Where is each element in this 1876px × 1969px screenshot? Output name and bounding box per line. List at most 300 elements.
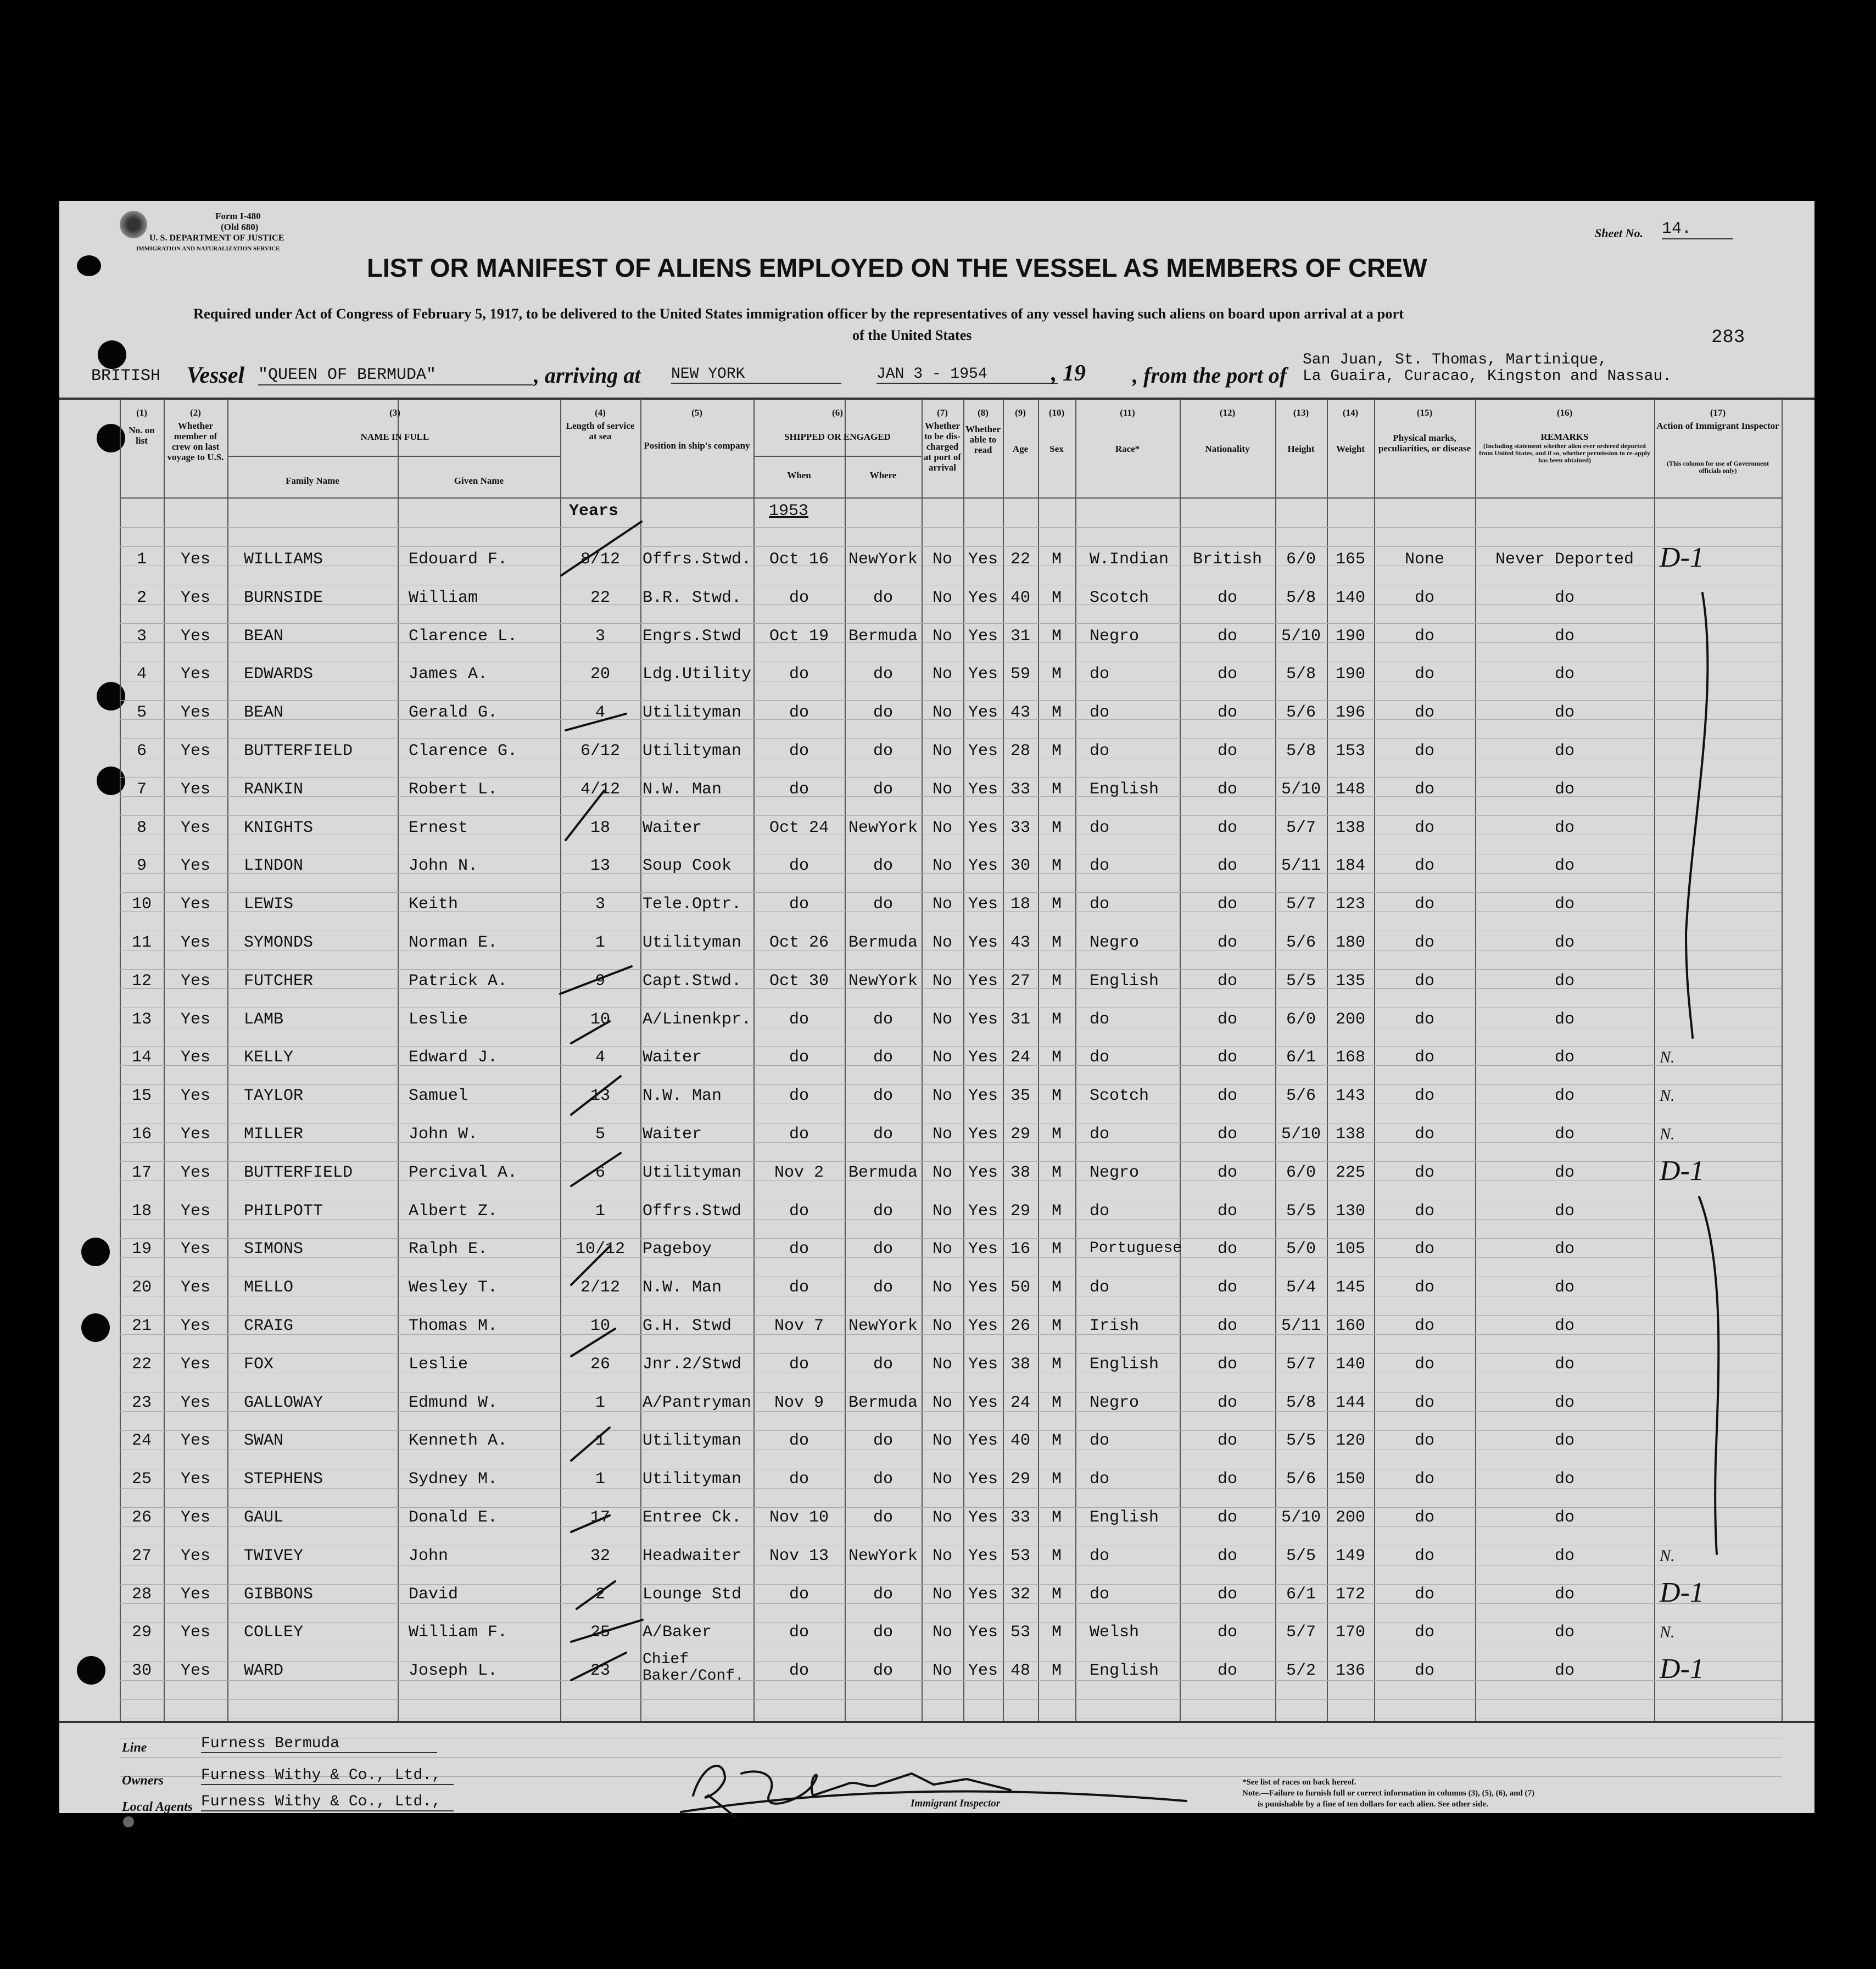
cell-age: 33 — [1010, 818, 1030, 837]
year-label: , 19 — [1051, 361, 1086, 386]
cell-sex: M — [1051, 1048, 1062, 1067]
cell-position: Entree Ck. — [643, 1508, 742, 1527]
cell-age: 18 — [1010, 895, 1030, 914]
cell-read: Yes — [968, 1508, 998, 1527]
manifest-subtitle: Required under Act of Congress of February 5, 1917, to be delivered to the United States immigration officer by the representatives of any vessel having such aliens on board upon arrival at a port — [193, 305, 1404, 322]
cell-height: 5/6 — [1286, 933, 1316, 952]
footer-note-3: is punishable by a fine of ten dollars for each alien. See other side. — [1258, 1800, 1488, 1809]
cell-nat: do — [1217, 1087, 1237, 1106]
cell-race: Negro — [1090, 626, 1140, 646]
cell-where: NewYork — [848, 550, 918, 569]
cell-sex: M — [1051, 1585, 1062, 1604]
cell-marks: do — [1414, 1278, 1434, 1297]
cell-when: Nov 2 — [774, 1163, 824, 1182]
cell-action: N. — [1660, 1087, 1675, 1105]
cell-remarks: do — [1554, 665, 1575, 684]
cell-given: Kenneth A. — [409, 1431, 508, 1451]
column-subheader: (This column for use of Government officials only) — [1666, 460, 1769, 474]
cell-weight: 196 — [1335, 703, 1365, 723]
cell-given: William — [409, 588, 478, 607]
cell-weight: 172 — [1335, 1585, 1365, 1604]
cell-given: Edmund W. — [409, 1393, 498, 1412]
cell-family: SWAN — [244, 1431, 284, 1451]
cell-position: Chief Baker/Conf. — [643, 1651, 744, 1685]
cell-disch: No — [932, 1546, 952, 1565]
from-port-label: , from the port of — [1132, 363, 1287, 388]
cell-weight: 190 — [1335, 665, 1365, 684]
cell-read: Yes — [968, 1317, 998, 1335]
cell-where: do — [873, 1125, 893, 1144]
cell-height: 5/7 — [1286, 1623, 1316, 1642]
cell-sex: M — [1051, 1662, 1062, 1681]
cell-where: do — [873, 1508, 893, 1527]
cell-remarks: do — [1554, 1623, 1575, 1642]
column-number: (6) — [832, 407, 843, 418]
cell-position: Lounge Std — [643, 1585, 742, 1604]
cell-age: 26 — [1010, 1317, 1030, 1335]
cell-service: 1 — [595, 1393, 605, 1412]
cell-race: do — [1090, 1278, 1110, 1297]
cell-position: Utilityman — [643, 933, 742, 952]
cell-crew: Yes — [180, 1508, 210, 1527]
cell-no: 22 — [131, 1355, 152, 1374]
cell-where: do — [873, 665, 893, 684]
cell-weight: 140 — [1335, 588, 1365, 607]
cell-where: do — [873, 1355, 893, 1374]
cell-height: 5/5 — [1286, 971, 1316, 991]
cell-no: 11 — [131, 933, 152, 952]
cell-given: Edward J. — [409, 1048, 498, 1067]
cell-disch: No — [932, 1585, 952, 1604]
cell-where: do — [873, 588, 893, 607]
cell-family: BEAN — [244, 626, 284, 646]
cell-where: do — [873, 1662, 893, 1681]
service-slash-marks — [560, 522, 643, 1680]
cell-sex: M — [1051, 1087, 1062, 1106]
column-number: (14) — [1342, 407, 1359, 418]
cell-read: Yes — [968, 665, 998, 684]
cell-crew: Yes — [180, 1278, 210, 1297]
column-header: No. on list — [129, 425, 155, 446]
cell-disch: No — [932, 1355, 952, 1374]
cell-remarks: do — [1554, 1431, 1575, 1451]
cell-marks: do — [1414, 933, 1434, 952]
cell-disch: No — [932, 1317, 952, 1335]
cell-family: FOX — [244, 1355, 274, 1374]
cell-no: 21 — [131, 1317, 152, 1335]
cell-remarks: do — [1554, 703, 1575, 723]
cell-family: BURNSIDE — [244, 588, 323, 607]
cell-read: Yes — [968, 1355, 998, 1374]
cell-weight: 200 — [1335, 1508, 1365, 1527]
cell-position: Utilityman — [643, 1431, 742, 1451]
cell-no: 13 — [131, 1010, 152, 1029]
cell-no: 5 — [136, 703, 147, 723]
cell-marks: do — [1414, 1201, 1434, 1221]
line-value: Furness Bermuda — [201, 1735, 437, 1753]
column-header: Whether able to read — [965, 424, 1001, 455]
cell-remarks: do — [1554, 1010, 1575, 1029]
cell-race: Negro — [1090, 933, 1140, 952]
cell-nat: do — [1217, 1355, 1237, 1374]
inspector-label: Immigrant Inspector — [911, 1798, 1001, 1809]
cell-race: do — [1090, 1431, 1110, 1451]
cell-disch: No — [932, 857, 952, 876]
column-header: Height — [1287, 444, 1315, 454]
cell-service: 4 — [595, 703, 605, 723]
cell-age: 43 — [1010, 933, 1030, 952]
cell-crew: Yes — [180, 1048, 210, 1067]
cell-service: 3 — [595, 895, 605, 914]
cell-age: 33 — [1010, 1508, 1030, 1527]
cell-family: FUTCHER — [244, 971, 314, 991]
cell-no: 24 — [131, 1431, 152, 1451]
cell-crew: Yes — [180, 1355, 210, 1374]
cell-when: do — [789, 1240, 809, 1259]
column-subheader: When — [787, 470, 811, 480]
cell-remarks: do — [1554, 742, 1575, 760]
cell-disch: No — [932, 1393, 952, 1412]
cell-read: Yes — [968, 1431, 998, 1451]
form-old-number: (Old 680) — [221, 222, 259, 232]
cell-age: 31 — [1010, 626, 1030, 646]
cell-when: Oct 19 — [769, 626, 829, 646]
cell-no: 17 — [131, 1163, 152, 1182]
cell-service: 5 — [595, 1125, 605, 1144]
cell-service: 4/12 — [580, 780, 620, 799]
cell-where: do — [873, 1010, 893, 1029]
cell-service: 2/12 — [580, 1278, 620, 1297]
footer-note-1: *See list of races on back hereof. — [1242, 1778, 1356, 1787]
cell-family: LEWIS — [244, 895, 294, 914]
cell-service: 26 — [590, 1355, 610, 1374]
cell-age: 29 — [1010, 1125, 1030, 1144]
local-agents-label: Local Agents — [122, 1800, 193, 1814]
cell-when: Nov 7 — [774, 1317, 824, 1335]
cell-weight: 123 — [1335, 895, 1365, 914]
cell-service: 6 — [595, 1163, 605, 1182]
cell-weight: 184 — [1335, 857, 1365, 876]
cell-position: Engrs.Stwd — [643, 626, 742, 646]
cell-remarks: do — [1554, 818, 1575, 837]
cell-nat: do — [1217, 742, 1237, 760]
cell-marks: None — [1404, 550, 1444, 569]
cell-race: do — [1090, 818, 1110, 837]
cell-no: 25 — [131, 1470, 152, 1489]
cell-when: do — [789, 780, 809, 799]
arrival-date-stamp: JAN 3 - 1954 — [876, 366, 1058, 384]
cell-read: Yes — [968, 1662, 998, 1681]
cell-sex: M — [1051, 1240, 1062, 1259]
cell-position: N.W. Man — [643, 1278, 722, 1297]
cell-sex: M — [1051, 1201, 1062, 1221]
cell-crew: Yes — [180, 550, 210, 569]
cell-sex: M — [1051, 626, 1062, 646]
cell-remarks: do — [1554, 1470, 1575, 1489]
cell-marks: do — [1414, 1317, 1434, 1335]
cell-service: 17 — [590, 1508, 610, 1527]
cell-service: 20 — [590, 665, 610, 684]
cell-where: do — [873, 1585, 893, 1604]
cell-disch: No — [932, 971, 952, 991]
column-header: Physical marks, peculiarities, or disease — [1378, 433, 1471, 454]
cell-where: do — [873, 1087, 893, 1106]
cell-remarks: do — [1554, 780, 1575, 799]
cell-weight: 138 — [1335, 818, 1365, 837]
cell-sex: M — [1051, 550, 1062, 569]
cell-read: Yes — [968, 1546, 998, 1565]
cell-where: NewYork — [848, 971, 918, 991]
cell-position: Utilityman — [643, 1163, 742, 1182]
cell-position: N.W. Man — [643, 1087, 722, 1106]
cell-crew: Yes — [180, 818, 210, 837]
column-number: (3) — [389, 407, 400, 418]
cell-crew: Yes — [180, 895, 210, 914]
cell-given: Keith — [409, 895, 459, 914]
cell-family: MILLER — [244, 1125, 304, 1144]
cell-age: 29 — [1010, 1201, 1030, 1221]
column-header: Nationality — [1205, 444, 1250, 454]
cell-family: WILLIAMS — [244, 550, 323, 569]
cell-position: G.H. Stwd — [643, 1317, 732, 1335]
cell-service: 23 — [590, 1662, 610, 1681]
cell-given: Patrick A. — [409, 971, 508, 991]
vessel-label: Vessel — [187, 363, 244, 388]
cell-position: Ldg.Utility — [643, 665, 752, 684]
cell-no: 2 — [136, 588, 147, 607]
cell-family: BEAN — [244, 703, 284, 723]
cell-service: 18 — [590, 818, 610, 837]
cell-race: do — [1090, 895, 1110, 914]
cell-disch: No — [932, 703, 952, 723]
cell-when: Nov 10 — [769, 1508, 829, 1527]
column-number: (2) — [190, 407, 201, 418]
cell-family: WARD — [244, 1662, 284, 1681]
cell-weight: 168 — [1335, 1048, 1365, 1067]
cell-crew: Yes — [180, 1623, 210, 1642]
cell-disch: No — [932, 1125, 952, 1144]
cell-crew: Yes — [180, 626, 210, 646]
cell-weight: 149 — [1335, 1546, 1365, 1565]
cell-given: Albert Z. — [409, 1201, 498, 1221]
cell-when: Oct 16 — [769, 550, 829, 569]
cell-remarks: Never Deported — [1495, 550, 1634, 569]
column-header: Position in ship's company — [644, 440, 750, 451]
cell-family: COLLEY — [244, 1623, 304, 1642]
cell-marks: do — [1414, 1508, 1434, 1527]
cell-sex: M — [1051, 1393, 1062, 1412]
cell-read: Yes — [968, 1393, 998, 1412]
cell-marks: do — [1414, 1048, 1434, 1067]
cell-height: 5/2 — [1286, 1662, 1316, 1681]
column-number: (1) — [136, 407, 147, 418]
cell-nat: do — [1217, 1508, 1237, 1527]
cell-weight: 138 — [1335, 1125, 1365, 1144]
cell-no: 8 — [136, 818, 147, 837]
cell-given: Gerald G. — [409, 703, 498, 723]
cell-nat: do — [1217, 1470, 1237, 1489]
arriving-label: , arriving at — [534, 363, 641, 388]
arrival-port: NEW YORK — [671, 366, 841, 384]
cell-given: Clarence L. — [409, 626, 518, 646]
cell-crew: Yes — [180, 703, 210, 723]
cell-marks: do — [1414, 1431, 1434, 1451]
cell-height: 5/4 — [1286, 1278, 1316, 1297]
cell-service: 4 — [595, 1048, 605, 1067]
cell-height: 6/0 — [1286, 1010, 1316, 1029]
cell-where: Bermuda — [848, 1163, 918, 1182]
cell-disch: No — [932, 780, 952, 799]
column-header: Age — [1012, 444, 1029, 454]
cell-family: LINDON — [244, 857, 304, 876]
cell-read: Yes — [968, 857, 998, 876]
cell-service: 10/12 — [575, 1240, 625, 1259]
cell-remarks: do — [1554, 971, 1575, 991]
cell-height: 5/8 — [1286, 588, 1316, 607]
cell-position: Offrs.Stwd. — [643, 550, 752, 569]
cell-nat: do — [1217, 703, 1237, 723]
cell-action: D-1 — [1660, 1576, 1704, 1608]
cell-given: Thomas M. — [409, 1317, 498, 1335]
cell-where: do — [873, 1201, 893, 1221]
service-name: IMMIGRATION AND NATURALIZATION SERVICE — [136, 245, 280, 252]
cell-given: Donald E. — [409, 1508, 498, 1527]
cell-when: Oct 30 — [769, 971, 829, 991]
form-number: Form I-480 — [215, 211, 261, 221]
cell-position: N.W. Man — [643, 780, 722, 799]
cell-nat: do — [1217, 971, 1237, 991]
cell-family: SIMONS — [244, 1240, 304, 1259]
cell-nat: do — [1217, 1431, 1237, 1451]
cell-family: GAUL — [244, 1508, 284, 1527]
cell-remarks: do — [1554, 1355, 1575, 1374]
cell-nat: do — [1217, 1278, 1237, 1297]
cell-race: English — [1090, 1662, 1159, 1681]
cell-disch: No — [932, 1010, 952, 1029]
cell-height: 5/8 — [1286, 665, 1316, 684]
cell-service: 22 — [590, 588, 610, 607]
column-header: Whether member of crew on last voyage to U.S. — [167, 421, 224, 462]
cell-weight: 190 — [1335, 626, 1365, 646]
cell-no: 27 — [131, 1546, 152, 1565]
column-subheader: Given Name — [454, 476, 504, 486]
cell-read: Yes — [968, 1201, 998, 1221]
cell-race: Irish — [1090, 1317, 1140, 1335]
column-number: (11) — [1120, 407, 1135, 418]
cell-crew: Yes — [180, 1585, 210, 1604]
vessel-name: "QUEEN OF BERMUDA" — [258, 366, 533, 385]
cell-given: Robert L. — [409, 780, 498, 799]
cell-no: 7 — [136, 780, 147, 799]
cell-age: 16 — [1010, 1240, 1030, 1259]
year-1953: 1953 — [769, 502, 809, 521]
cell-when: do — [789, 703, 809, 723]
cell-nat: do — [1217, 1317, 1237, 1335]
cell-race: W.Indian — [1090, 550, 1169, 569]
cell-age: 33 — [1010, 780, 1030, 799]
cell-remarks: do — [1554, 857, 1575, 876]
cell-when: do — [789, 1662, 809, 1681]
cell-remarks: do — [1554, 1087, 1575, 1106]
cell-disch: No — [932, 742, 952, 760]
cell-weight: 130 — [1335, 1201, 1365, 1221]
sheet-number-label: Sheet No. — [1595, 226, 1643, 240]
cell-disch: No — [932, 550, 952, 569]
cell-no: 29 — [131, 1623, 152, 1642]
cell-remarks: do — [1554, 1240, 1575, 1259]
cell-no: 3 — [136, 626, 147, 646]
cell-race: do — [1090, 703, 1110, 723]
cell-race: Scotch — [1090, 588, 1149, 607]
cell-height: 5/6 — [1286, 703, 1316, 723]
cell-service: 1 — [595, 1201, 605, 1221]
cell-remarks: do — [1554, 1393, 1575, 1412]
cell-height: 5/10 — [1281, 1508, 1321, 1527]
cell-nat: do — [1217, 818, 1237, 837]
cell-no: 10 — [131, 895, 152, 914]
cell-action: D-1 — [1660, 542, 1704, 573]
cell-height: 5/10 — [1281, 1125, 1321, 1144]
cell-remarks: do — [1554, 1546, 1575, 1565]
cell-service: 10 — [590, 1317, 610, 1335]
cell-weight: 200 — [1335, 1010, 1365, 1029]
cell-sex: M — [1051, 1546, 1062, 1565]
cell-read: Yes — [968, 626, 998, 646]
cell-position: Capt.Stwd. — [643, 971, 742, 991]
cell-no: 18 — [131, 1201, 152, 1221]
cell-service: 1 — [595, 1470, 605, 1489]
cell-service: 8/12 — [580, 550, 620, 569]
cell-sex: M — [1051, 1317, 1062, 1335]
cell-weight: 136 — [1335, 1662, 1365, 1681]
column-number: (12) — [1219, 407, 1236, 418]
cell-weight: 165 — [1335, 550, 1365, 569]
cell-family: GALLOWAY — [244, 1393, 323, 1412]
cell-read: Yes — [968, 588, 998, 607]
cell-disch: No — [932, 1240, 952, 1259]
cell-no: 1 — [136, 550, 147, 569]
cell-disch: No — [932, 1662, 952, 1681]
cell-sex: M — [1051, 1163, 1062, 1182]
cell-position: A/Linenkpr. — [643, 1010, 752, 1029]
cell-read: Yes — [968, 1278, 998, 1297]
column-header: Whether to be dis-charged at port of arrival — [924, 421, 961, 473]
cell-nat: do — [1217, 1546, 1237, 1565]
cell-height: 5/7 — [1286, 895, 1316, 914]
cell-remarks: do — [1554, 626, 1575, 646]
cell-when: do — [789, 1125, 809, 1144]
cell-position: A/Pantryman — [643, 1393, 752, 1412]
cell-service: 10 — [590, 1010, 610, 1029]
cell-race: English — [1090, 971, 1159, 991]
cell-age: 30 — [1010, 857, 1030, 876]
cell-service: 3 — [595, 626, 605, 646]
cell-height: 5/5 — [1286, 1431, 1316, 1451]
cell-height: 5/6 — [1286, 1470, 1316, 1489]
cell-remarks: do — [1554, 933, 1575, 952]
column-number: (9) — [1015, 407, 1026, 418]
cell-nat: do — [1217, 1393, 1237, 1412]
cell-sex: M — [1051, 780, 1062, 799]
cell-height: 5/7 — [1286, 818, 1316, 837]
cell-nat: do — [1217, 665, 1237, 684]
cell-position: Utilityman — [643, 703, 742, 723]
cell-age: 38 — [1010, 1355, 1030, 1374]
cell-service: 2 — [595, 1585, 605, 1604]
cell-disch: No — [932, 895, 952, 914]
column-subheader: Family Name — [286, 476, 339, 486]
cell-sex: M — [1051, 588, 1062, 607]
